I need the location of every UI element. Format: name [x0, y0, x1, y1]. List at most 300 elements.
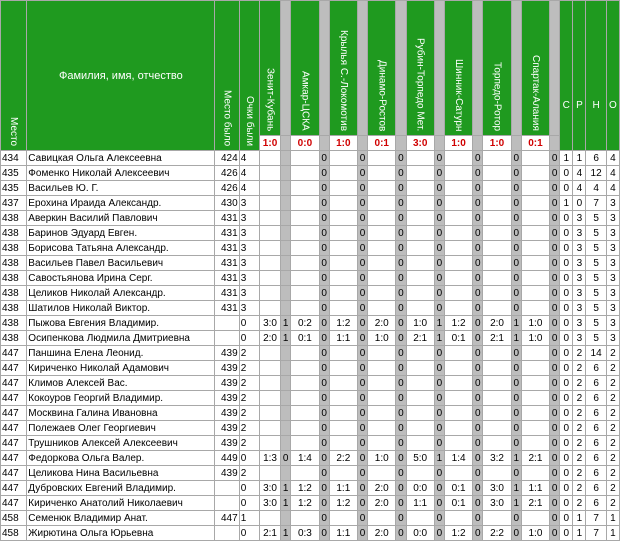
cell-summary-0: 0	[560, 451, 573, 466]
cell-prev-points: 2	[239, 406, 259, 421]
cell-place: 438	[1, 211, 27, 226]
cell-hit	[281, 241, 291, 256]
cell-name: Полежаев Олег Георгиевич	[27, 421, 215, 436]
cell-prediction	[406, 181, 434, 196]
cell-place: 447	[1, 406, 27, 421]
cell-summary-2: 6	[586, 151, 606, 166]
cell-place: 447	[1, 391, 27, 406]
cell-place: 435	[1, 181, 27, 196]
cell-hit: 0	[550, 526, 560, 541]
cell-hit: 0	[319, 181, 329, 196]
cell-hit: 0	[473, 211, 483, 226]
cell-prediction	[368, 286, 396, 301]
cell-prediction	[406, 151, 434, 166]
cell-prediction	[483, 181, 511, 196]
cell-name: Паншина Елена Леонид.	[27, 346, 215, 361]
cell-summary-0: 0	[560, 301, 573, 316]
cell-hit: 0	[396, 376, 406, 391]
cell-hit: 0	[319, 196, 329, 211]
cell-prediction	[483, 346, 511, 361]
cell-hit: 0	[550, 406, 560, 421]
cell-prev-place: 439	[215, 346, 239, 361]
cell-hit: 0	[357, 466, 367, 481]
cell-prediction: 0:1	[444, 331, 472, 346]
cell-hit: 0	[319, 346, 329, 361]
cell-hit: 0	[434, 256, 444, 271]
cell-hit	[281, 301, 291, 316]
match-header-4	[406, 1, 434, 136]
cell-prediction: 2:0	[368, 481, 396, 496]
cell-name: Васильев Павел Васильевич	[27, 256, 215, 271]
cell-hit: 0	[396, 346, 406, 361]
cell-hit	[281, 286, 291, 301]
cell-prediction	[444, 271, 472, 286]
cell-prediction	[444, 436, 472, 451]
cell-prediction	[291, 256, 319, 271]
cell-hit: 0	[357, 361, 367, 376]
cell-prediction: 0:1	[444, 481, 472, 496]
cell-hit: 0	[357, 181, 367, 196]
cell-prediction	[483, 271, 511, 286]
cell-hit: 0	[473, 241, 483, 256]
cell-prediction: 2:1	[521, 496, 549, 511]
cell-summary-2: 6	[586, 391, 606, 406]
cell-hit: 0	[357, 526, 367, 541]
cell-name: Осипенкова Людмила Дмитриевна	[27, 331, 215, 346]
cell-hit: 0	[357, 211, 367, 226]
cell-prediction	[521, 271, 549, 286]
cell-hit: 0	[511, 361, 521, 376]
cell-prediction	[291, 241, 319, 256]
cell-name: Кириченко Николай Адамович	[27, 361, 215, 376]
cell-place: 438	[1, 331, 27, 346]
cell-prediction	[444, 301, 472, 316]
cell-prev-points: 2	[239, 361, 259, 376]
cell-prediction: 1:2	[444, 526, 472, 541]
cell-summary-2: 6	[586, 466, 606, 481]
cell-summary-0: 0	[560, 226, 573, 241]
table-row	[1, 271, 620, 286]
cell-summary-0: 0	[560, 271, 573, 286]
cell-prediction	[521, 406, 549, 421]
cell-prediction	[291, 466, 319, 481]
cell-prev-place: 439	[215, 391, 239, 406]
cell-place: 434	[1, 151, 27, 166]
cell-hit: 0	[396, 226, 406, 241]
cell-hit: 0	[511, 406, 521, 421]
cell-summary-2: 6	[586, 496, 606, 511]
cell-prev-place: 431	[215, 256, 239, 271]
cell-summary-3: 4	[606, 181, 619, 196]
cell-summary-3: 2	[606, 421, 619, 436]
match-header-0	[259, 1, 280, 136]
cell-place: 447	[1, 496, 27, 511]
cell-summary-3: 3	[606, 301, 619, 316]
cell-place: 447	[1, 421, 27, 436]
cell-hit: 0	[396, 316, 406, 331]
cell-prediction	[259, 196, 280, 211]
cell-hit: 0	[396, 391, 406, 406]
cell-prediction	[291, 361, 319, 376]
cell-summary-0: 1	[560, 196, 573, 211]
cell-summary-2: 5	[586, 241, 606, 256]
cell-hit: 0	[396, 496, 406, 511]
cell-prev-points: 3	[239, 226, 259, 241]
cell-hit: 0	[434, 481, 444, 496]
cell-hit: 0	[357, 256, 367, 271]
cell-hit: 0	[511, 151, 521, 166]
cell-prediction	[406, 226, 434, 241]
cell-prev-points: 3	[239, 286, 259, 301]
cell-prediction	[444, 511, 472, 526]
cell-prediction	[329, 376, 357, 391]
cell-prediction	[368, 211, 396, 226]
cell-prev-points: 2	[239, 376, 259, 391]
cell-hit: 0	[434, 241, 444, 256]
cell-prediction	[406, 256, 434, 271]
cell-prev-place: 431	[215, 271, 239, 286]
cell-prediction	[483, 241, 511, 256]
match-header-bar-5	[473, 1, 483, 136]
cell-prediction	[291, 211, 319, 226]
cell-name: Аверкин Василий Павлович	[27, 211, 215, 226]
cell-prev-points: 3	[239, 256, 259, 271]
cell-hit: 0	[357, 241, 367, 256]
match-score-bar-6	[511, 136, 521, 151]
cell-place: 438	[1, 241, 27, 256]
cell-hit	[281, 211, 291, 226]
cell-place: 437	[1, 196, 27, 211]
match-header-2	[329, 1, 357, 136]
cell-summary-2: 7	[586, 196, 606, 211]
cell-prediction: 1:0	[368, 451, 396, 466]
cell-hit: 0	[473, 436, 483, 451]
cell-hit: 0	[319, 361, 329, 376]
match-header-bar-0	[281, 1, 291, 136]
cell-hit	[281, 436, 291, 451]
match-header-0-label: Зенит-Кубань	[264, 67, 276, 131]
cell-hit	[281, 271, 291, 286]
cell-prediction	[329, 256, 357, 271]
cell-prediction	[406, 196, 434, 211]
cell-place: 447	[1, 361, 27, 376]
cell-hit: 0	[473, 391, 483, 406]
cell-summary-1: 3	[573, 241, 586, 256]
table-row	[1, 361, 620, 376]
cell-hit: 0	[396, 151, 406, 166]
table-row	[1, 331, 620, 346]
cell-prediction	[368, 406, 396, 421]
cell-summary-0: 0	[560, 526, 573, 541]
cell-hit: 0	[434, 166, 444, 181]
cell-hit: 0	[550, 316, 560, 331]
cell-prediction	[483, 436, 511, 451]
cell-prediction: 1:0	[368, 331, 396, 346]
cell-prediction	[291, 406, 319, 421]
cell-summary-1: 2	[573, 466, 586, 481]
header-prev-points-label: Очки были	[243, 95, 255, 146]
cell-hit	[281, 166, 291, 181]
cell-prediction	[483, 196, 511, 211]
cell-hit: 1	[511, 331, 521, 346]
cell-prediction	[406, 286, 434, 301]
cell-hit	[281, 421, 291, 436]
cell-prediction: 1:0	[521, 316, 549, 331]
cell-prediction: 2:0	[368, 526, 396, 541]
cell-hit: 0	[396, 451, 406, 466]
cell-summary-0: 0	[560, 166, 573, 181]
cell-hit: 1	[511, 496, 521, 511]
cell-hit: 0	[434, 196, 444, 211]
cell-prev-place: 431	[215, 241, 239, 256]
cell-hit: 0	[511, 436, 521, 451]
cell-summary-0: 0	[560, 496, 573, 511]
cell-prediction	[444, 196, 472, 211]
cell-hit: 0	[550, 271, 560, 286]
cell-prev-place: 431	[215, 226, 239, 241]
cell-prev-points: 0	[239, 451, 259, 466]
cell-hit: 0	[473, 331, 483, 346]
cell-hit: 0	[550, 181, 560, 196]
cell-summary-3: 2	[606, 481, 619, 496]
cell-hit: 1	[434, 331, 444, 346]
cell-prediction	[291, 376, 319, 391]
table-row	[1, 511, 620, 526]
match-header-bar-7	[550, 1, 560, 136]
cell-hit: 0	[473, 376, 483, 391]
cell-prediction	[483, 256, 511, 271]
cell-prediction: 0:3	[291, 526, 319, 541]
cell-summary-0: 0	[560, 436, 573, 451]
cell-prev-place: 439	[215, 361, 239, 376]
cell-hit: 0	[319, 256, 329, 271]
cell-prediction	[368, 391, 396, 406]
cell-prev-points: 0	[239, 481, 259, 496]
cell-hit: 0	[511, 166, 521, 181]
cell-summary-1: 2	[573, 436, 586, 451]
table-row	[1, 256, 620, 271]
cell-prediction	[259, 346, 280, 361]
cell-prediction	[291, 196, 319, 211]
cell-prediction	[483, 226, 511, 241]
cell-hit: 0	[550, 361, 560, 376]
cell-prev-place: 439	[215, 466, 239, 481]
cell-hit: 0	[473, 226, 483, 241]
cell-summary-3: 3	[606, 271, 619, 286]
cell-prev-points: 2	[239, 466, 259, 481]
cell-name: Савицкая Ольга Алексеевна	[27, 151, 215, 166]
cell-hit: 0	[396, 361, 406, 376]
cell-hit: 0	[319, 481, 329, 496]
cell-prediction	[329, 151, 357, 166]
cell-place: 438	[1, 301, 27, 316]
table-row	[1, 181, 620, 196]
cell-hit	[281, 406, 291, 421]
cell-prev-points: 3	[239, 271, 259, 286]
cell-prediction	[329, 466, 357, 481]
cell-name: Жирютина Ольга Юрьевна	[27, 526, 215, 541]
cell-prediction: 1:1	[521, 481, 549, 496]
cell-prediction	[521, 286, 549, 301]
cell-hit: 0	[550, 151, 560, 166]
cell-prediction: 1:2	[291, 481, 319, 496]
cell-hit: 0	[511, 211, 521, 226]
header-summary-1: Р	[573, 1, 586, 151]
cell-summary-1: 2	[573, 391, 586, 406]
cell-summary-3: 2	[606, 361, 619, 376]
match-header-1-label: Амкар-ЦСКА	[299, 71, 311, 131]
cell-prediction	[259, 376, 280, 391]
cell-hit: 0	[473, 271, 483, 286]
cell-prediction	[444, 376, 472, 391]
cell-summary-2: 6	[586, 421, 606, 436]
header-summary-3: О	[606, 1, 619, 151]
cell-prediction	[259, 241, 280, 256]
cell-hit: 0	[550, 301, 560, 316]
cell-name: Борисова Татьяна Александр.	[27, 241, 215, 256]
match-header-2-label: Крылья С.-Локомотив	[337, 29, 349, 131]
cell-hit: 0	[281, 451, 291, 466]
cell-hit: 0	[396, 286, 406, 301]
cell-place: 435	[1, 166, 27, 181]
cell-hit: 0	[434, 466, 444, 481]
cell-hit	[281, 511, 291, 526]
cell-prediction: 0:2	[291, 316, 319, 331]
cell-summary-1: 3	[573, 316, 586, 331]
cell-hit: 0	[396, 331, 406, 346]
cell-name: Ерохина Ираида Александр.	[27, 196, 215, 211]
cell-hit: 0	[319, 511, 329, 526]
cell-hit: 0	[319, 496, 329, 511]
cell-prediction	[483, 466, 511, 481]
cell-prediction	[444, 181, 472, 196]
cell-prediction: 0:0	[406, 526, 434, 541]
cell-name: Савостьянова Ирина Серг.	[27, 271, 215, 286]
cell-prediction	[406, 511, 434, 526]
header-prev-place-label: Место было	[221, 89, 233, 146]
cell-prediction	[291, 301, 319, 316]
cell-prediction	[291, 181, 319, 196]
cell-prediction	[259, 286, 280, 301]
cell-prediction	[291, 271, 319, 286]
cell-hit: 0	[357, 196, 367, 211]
cell-hit: 0	[357, 421, 367, 436]
cell-hit: 0	[550, 196, 560, 211]
table-row	[1, 451, 620, 466]
cell-prediction	[483, 151, 511, 166]
cell-hit: 0	[473, 316, 483, 331]
cell-prev-points: 4	[239, 166, 259, 181]
cell-prediction	[329, 286, 357, 301]
cell-prediction: 1:0	[521, 526, 549, 541]
cell-hit: 0	[511, 421, 521, 436]
match-score-3: 0:1	[368, 136, 396, 151]
cell-name: Дубровских Евгений Владимир.	[27, 481, 215, 496]
cell-hit: 0	[511, 301, 521, 316]
cell-hit: 0	[473, 181, 483, 196]
cell-summary-1: 3	[573, 286, 586, 301]
cell-hit: 0	[319, 526, 329, 541]
cell-prediction	[259, 511, 280, 526]
cell-prediction	[521, 241, 549, 256]
cell-summary-2: 4	[586, 181, 606, 196]
match-score-bar-3	[396, 136, 406, 151]
cell-prediction	[444, 226, 472, 241]
cell-summary-1: 0	[573, 196, 586, 211]
cell-summary-0: 0	[560, 406, 573, 421]
match-header-bar-4	[434, 1, 444, 136]
match-header-3-label: Динамо-Ростов	[376, 59, 388, 131]
match-header-bar-2	[357, 1, 367, 136]
cell-prev-points: 3	[239, 301, 259, 316]
cell-summary-3: 2	[606, 451, 619, 466]
cell-hit: 0	[396, 436, 406, 451]
table-row	[1, 466, 620, 481]
cell-prediction	[368, 376, 396, 391]
cell-prediction: 3:0	[259, 316, 280, 331]
cell-hit: 0	[473, 361, 483, 376]
cell-prediction	[406, 361, 434, 376]
cell-prediction	[483, 421, 511, 436]
cell-summary-3: 3	[606, 241, 619, 256]
cell-prediction	[444, 241, 472, 256]
match-header-3	[368, 1, 396, 136]
header-prev-points	[239, 1, 259, 151]
cell-prediction	[521, 436, 549, 451]
table-row	[1, 481, 620, 496]
cell-prediction	[521, 151, 549, 166]
cell-summary-1: 3	[573, 226, 586, 241]
cell-name: Целиков Николай Александр.	[27, 286, 215, 301]
cell-hit: 0	[357, 316, 367, 331]
cell-hit: 0	[396, 421, 406, 436]
cell-hit: 0	[511, 286, 521, 301]
match-header-1	[291, 1, 319, 136]
cell-summary-2: 5	[586, 301, 606, 316]
cell-prediction	[259, 166, 280, 181]
cell-hit: 0	[550, 241, 560, 256]
cell-prediction	[406, 271, 434, 286]
cell-hit: 0	[434, 511, 444, 526]
cell-prediction: 3:0	[259, 496, 280, 511]
cell-place: 447	[1, 346, 27, 361]
cell-prediction	[329, 196, 357, 211]
cell-prediction	[329, 346, 357, 361]
cell-prediction	[444, 286, 472, 301]
cell-name: Трушников Алексей Алексеевич	[27, 436, 215, 451]
cell-prev-points: 4	[239, 151, 259, 166]
cell-prev-points: 0	[239, 496, 259, 511]
cell-name: Семенюк Владимир Анат.	[27, 511, 215, 526]
cell-prediction	[259, 421, 280, 436]
cell-summary-1: 2	[573, 406, 586, 421]
cell-hit: 1	[281, 331, 291, 346]
cell-hit: 0	[357, 226, 367, 241]
cell-hit: 0	[319, 271, 329, 286]
cell-summary-2: 6	[586, 436, 606, 451]
cell-prediction	[291, 166, 319, 181]
cell-prediction	[329, 166, 357, 181]
cell-summary-3: 4	[606, 151, 619, 166]
match-score-bar-1	[319, 136, 329, 151]
cell-prev-points: 1	[239, 511, 259, 526]
cell-hit: 0	[550, 211, 560, 226]
cell-prev-points: 2	[239, 421, 259, 436]
cell-prediction	[259, 181, 280, 196]
cell-prediction	[259, 226, 280, 241]
cell-summary-3: 2	[606, 406, 619, 421]
table-row	[1, 286, 620, 301]
